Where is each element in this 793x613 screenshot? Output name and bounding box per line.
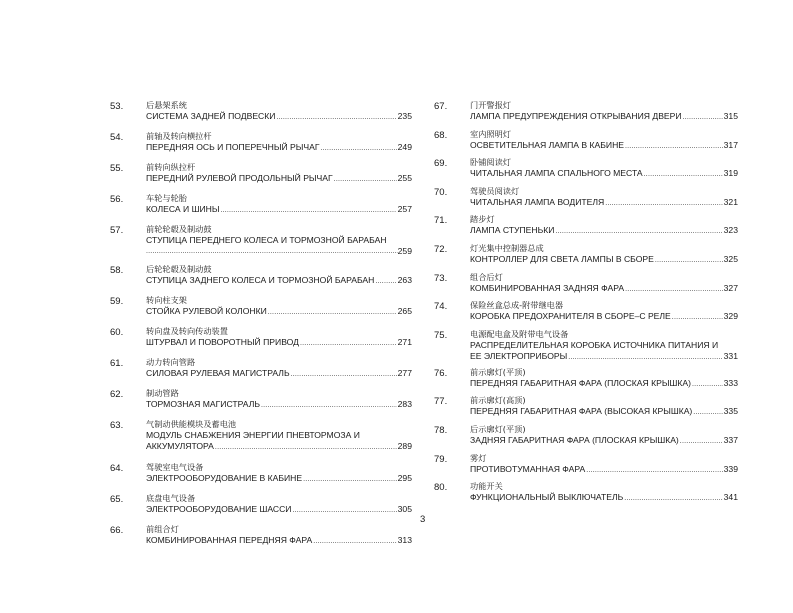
entry-title-ru: СИЛОВАЯ РУЛЕВАЯ МАГИСТРАЛЬ bbox=[146, 368, 290, 378]
toc-entry-76[interactable] bbox=[434, 367, 738, 396]
entry-title-zh: 后轮轮毂及制动鼓 bbox=[146, 264, 212, 274]
entry-page: 249 bbox=[397, 142, 412, 152]
entry-page: 333 bbox=[723, 377, 738, 388]
entry-page: 331 bbox=[723, 350, 738, 361]
entry-number: 61. bbox=[110, 358, 124, 369]
entry-page: 283 bbox=[397, 399, 412, 409]
entry-page: 265 bbox=[397, 306, 412, 316]
entry-title-ru: СТУПИЦА ПЕРЕДНЕГО КОЛЕСА И ТОРМОЗНОЙ БАРАБАН bbox=[146, 235, 387, 245]
toc-column-left bbox=[110, 100, 412, 555]
entry-title-zh: 驾驶员阅读灯 bbox=[470, 185, 520, 196]
leader-dots bbox=[625, 284, 723, 295]
entry-title-zh: 前示廓灯(高顶) bbox=[470, 395, 526, 406]
entry-title-ru-cont: ЕЕ ЭЛЕКТРОПРИБОРЫ bbox=[470, 350, 568, 361]
entry-title-ru: ЭЛЕКТРООБОРУДОВАНИЕ ШАССИ bbox=[146, 504, 292, 514]
entry-page: 263 bbox=[397, 275, 412, 285]
entry-page: 271 bbox=[397, 337, 412, 347]
entry-number: 68. bbox=[434, 129, 448, 141]
entry-page: 321 bbox=[723, 196, 738, 207]
entry-page: 295 bbox=[397, 473, 412, 483]
toc-entry-67[interactable] bbox=[434, 100, 738, 129]
entry-title-zh: 底盘电气设备 bbox=[146, 493, 196, 503]
toc-entry-80[interactable] bbox=[434, 481, 738, 510]
entry-title-ru: СТОЙКА РУЛЕВОЙ КОЛОНКИ bbox=[146, 306, 267, 316]
leader-dots bbox=[624, 493, 722, 504]
entry-title-ru: КОРОБКА ПРЕДОХРАНИТЕЛЯ В СБОРЕ–С РЕЛЕ bbox=[470, 311, 671, 322]
toc-entry-60[interactable] bbox=[110, 326, 412, 357]
toc-entry-73[interactable] bbox=[434, 272, 738, 301]
toc-entry-55[interactable] bbox=[110, 162, 412, 193]
entry-number: 58. bbox=[110, 265, 124, 276]
entry-number: 80. bbox=[434, 482, 448, 494]
entry-page: 259 bbox=[397, 246, 412, 256]
leader-dots bbox=[291, 369, 397, 380]
leader-dots bbox=[220, 205, 396, 216]
entry-page: 277 bbox=[397, 368, 412, 378]
entry-number: 65. bbox=[110, 494, 124, 505]
entry-title-ru: ФУНКЦИОНАЛЬНЫЙ ВЫКЛЮЧАТЕЛЬ bbox=[470, 492, 624, 503]
entry-number: 63. bbox=[110, 420, 124, 431]
entry-title-zh: 灯光集中控制器总成 bbox=[470, 242, 544, 253]
leader-dots bbox=[625, 141, 723, 152]
entry-title-zh: 前组合灯 bbox=[146, 524, 179, 534]
entry-page: 339 bbox=[723, 463, 738, 474]
toc-entry-70[interactable] bbox=[434, 186, 738, 215]
toc-entry-57[interactable] bbox=[110, 224, 412, 264]
entry-page: 255 bbox=[397, 173, 412, 183]
entry-title-ru: КОМБИНИРОВАННАЯ ЗАДНЯЯ ФАРА bbox=[470, 282, 625, 293]
toc-entry-77[interactable] bbox=[434, 395, 738, 424]
entry-title-zh: 雾灯 bbox=[470, 452, 487, 463]
entry-page: 235 bbox=[397, 111, 412, 121]
entry-title-ru: ПРОТИВОТУМАННАЯ ФАРА bbox=[470, 463, 586, 474]
leader-dots bbox=[568, 352, 722, 363]
toc-entry-75[interactable] bbox=[434, 329, 738, 367]
entry-number: 67. bbox=[434, 101, 448, 112]
toc-entry-68[interactable] bbox=[434, 129, 738, 158]
toc-entry-59[interactable] bbox=[110, 295, 412, 326]
toc-entry-65[interactable] bbox=[110, 493, 412, 524]
entry-title-zh: 前轮轮毂及制动鼓 bbox=[146, 224, 212, 234]
entry-title-zh: 功能开关 bbox=[470, 481, 503, 492]
leader-dots bbox=[276, 112, 396, 123]
entry-title-zh: 电源配电盒及附带电气设备 bbox=[470, 328, 569, 339]
entry-title-zh: 卧铺阅读灯 bbox=[470, 157, 511, 168]
page-number: 3 bbox=[420, 514, 426, 525]
entry-number: 53. bbox=[110, 101, 124, 112]
entry-title-ru: ЛАМПА ПРЕДУПРЕЖДЕНИЯ ОТКРЫВАНИЯ ДВЕРИ bbox=[470, 111, 682, 121]
entry-title-ru: КОМБИНИРОВАННАЯ ПЕРЕДНЯЯ ФАРА bbox=[146, 535, 313, 545]
entry-number: 72. bbox=[434, 243, 448, 255]
entry-title-ru: КОНТРОЛЛЕР ДЛЯ СВЕТА ЛАМПЫ В СБОРЕ bbox=[470, 253, 654, 264]
leader-dots bbox=[693, 407, 722, 418]
entry-page: 289 bbox=[397, 441, 412, 451]
entry-title-zh: 前轴及转向横拉杆 bbox=[146, 131, 212, 141]
toc-entry-71[interactable] bbox=[434, 214, 738, 243]
entry-title-zh: 后示廓灯(平顶) bbox=[470, 423, 526, 434]
entry-title-zh: 驾驶室电气设备 bbox=[146, 462, 204, 472]
leader-dots bbox=[692, 379, 723, 390]
entry-page: 313 bbox=[397, 535, 412, 545]
leader-dots bbox=[555, 226, 722, 237]
entry-page: 317 bbox=[723, 139, 738, 150]
entry-title-ru: ПЕРЕДНЯЯ ОСЬ И ПОПЕРЕЧНЫЙ РЫЧАГ bbox=[146, 142, 320, 152]
entry-page: 325 bbox=[723, 253, 738, 264]
entry-title-ru: ОСВЕТИТЕЛЬНАЯ ЛАМПА В КАБИНЕ bbox=[470, 139, 625, 150]
entry-title-zh: 车轮与轮胎 bbox=[146, 193, 187, 203]
entry-title-ru: ТОРМОЗНАЯ МАГИСТРАЛЬ bbox=[146, 399, 260, 409]
leader-dots bbox=[292, 505, 396, 516]
toc-entry-54[interactable] bbox=[110, 131, 412, 162]
toc-entry-79[interactable] bbox=[434, 453, 738, 482]
entry-title-ru: ЧИТАЛЬНАЯ ЛАМПА ВОДИТЕЛЯ bbox=[470, 196, 605, 207]
leader-dots bbox=[586, 465, 722, 476]
entry-number: 57. bbox=[110, 225, 124, 236]
leader-dots bbox=[605, 198, 722, 209]
toc-entry-72[interactable] bbox=[434, 243, 738, 272]
leader-dots bbox=[313, 536, 396, 547]
entry-title-ru: ЗАДНЯЯ ГАБАРИТНАЯ ФАРА (ПЛОСКАЯ КРЫШКА) bbox=[470, 434, 679, 445]
entry-title-ru: ЧИТАЛЬНАЯ ЛАМПА СПАЛЬНОГО МЕСТА bbox=[470, 168, 643, 179]
entry-page: 323 bbox=[723, 225, 738, 236]
entry-number: 69. bbox=[434, 158, 448, 170]
entry-title-ru: СТУПИЦА ЗАДНЕГО КОЛЕСА И ТОРМОЗНОЙ БАРАБАН bbox=[146, 275, 375, 285]
entry-number: 74. bbox=[434, 301, 448, 313]
entry-title-ru: ПЕРЕДНИЙ РУЛЕВОЙ ПРОДОЛЬНЫЙ РЫЧАГ bbox=[146, 173, 333, 183]
leader-dots bbox=[334, 174, 397, 185]
entry-title-ru: МОДУЛЬ СНАБЖЕНИЯ ЭНЕРГИИ ПНЕВТОРМОЗА И bbox=[146, 430, 360, 440]
entry-number: 79. bbox=[434, 453, 448, 465]
entry-title-zh: 制动管路 bbox=[146, 388, 179, 398]
entry-title-zh: 转向盘及转向传动装置 bbox=[146, 326, 228, 336]
toc-column-right bbox=[434, 100, 738, 510]
entry-title-zh: 组合后灯 bbox=[470, 271, 503, 282]
toc-entry-63[interactable] bbox=[110, 419, 412, 462]
entry-title-zh: 踏步灯 bbox=[470, 214, 495, 225]
toc-entry-53[interactable] bbox=[110, 100, 412, 131]
entry-page: 257 bbox=[397, 204, 412, 214]
entry-number: 71. bbox=[434, 215, 448, 227]
leader-dots bbox=[268, 307, 397, 318]
toc-entry-61[interactable] bbox=[110, 357, 412, 388]
entry-title-zh: 前转向纵拉杆 bbox=[146, 162, 196, 172]
leader-dots bbox=[644, 169, 723, 180]
leader-dots bbox=[300, 338, 397, 349]
leader-dots bbox=[680, 436, 723, 447]
entry-number: 62. bbox=[110, 389, 124, 400]
toc-entry-64[interactable] bbox=[110, 462, 412, 493]
entry-title-zh: 门开警报灯 bbox=[470, 100, 511, 110]
entry-number: 75. bbox=[434, 329, 448, 341]
entry-page: 327 bbox=[723, 282, 738, 293]
entry-title-ru: РАСПРЕДЕЛИТЕЛЬНАЯ КОРОБКА ИСТОЧНИКА ПИТАНИЯ И bbox=[470, 339, 719, 350]
entry-title-zh: 后悬架系统 bbox=[146, 100, 187, 110]
entry-title-zh: 转向柱支架 bbox=[146, 295, 187, 305]
entry-page: 341 bbox=[723, 492, 738, 503]
leader-dots bbox=[261, 400, 397, 411]
entry-number: 70. bbox=[434, 186, 448, 198]
leader-dots bbox=[655, 255, 723, 266]
entry-title-zh: 气制动供能模块及蓄电池 bbox=[146, 419, 237, 429]
leader-dots bbox=[375, 276, 396, 287]
entry-title-ru: ЭЛЕКТРООБОРУДОВАНИЕ В КАБИНЕ bbox=[146, 473, 303, 483]
entry-page: 337 bbox=[723, 434, 738, 445]
entry-title-ru: ЛАМПА СТУПЕНЬКИ bbox=[470, 225, 555, 236]
entry-number: 54. bbox=[110, 132, 124, 143]
entry-title-ru: СИСТЕМА ЗАДНЕЙ ПОДВЕСКИ bbox=[146, 111, 276, 121]
entry-page: 329 bbox=[723, 311, 738, 322]
entry-title-zh: 室内照明灯 bbox=[470, 128, 511, 139]
entry-page: 305 bbox=[397, 504, 412, 514]
toc-entry-58[interactable] bbox=[110, 264, 412, 295]
leader-dots bbox=[146, 246, 398, 257]
leader-dots bbox=[672, 312, 723, 323]
leader-dots bbox=[320, 143, 396, 154]
toc-entry-69[interactable] bbox=[434, 157, 738, 186]
entry-page: 315 bbox=[723, 111, 738, 121]
entry-title-zh: 动力转向管路 bbox=[146, 357, 196, 367]
entry-number: 64. bbox=[110, 463, 124, 474]
entry-title-ru-cont: АККУМУЛЯТОРА bbox=[146, 441, 214, 451]
entry-title-zh: 前示廓灯(平顶) bbox=[470, 366, 526, 377]
entry-title-ru: ШТУРВАЛ И ПОВОРОТНЫЙ ПРИВОД bbox=[146, 337, 299, 347]
entry-number: 76. bbox=[434, 367, 448, 379]
toc-entry-74[interactable] bbox=[434, 300, 738, 329]
entry-number: 55. bbox=[110, 163, 124, 174]
entry-number: 56. bbox=[110, 194, 124, 205]
entry-number: 60. bbox=[110, 327, 124, 338]
entry-title-ru: КОЛЕСА И ШИНЫ bbox=[146, 204, 220, 214]
toc-entry-62[interactable] bbox=[110, 388, 412, 419]
leader-dots bbox=[683, 112, 723, 123]
entry-page: 319 bbox=[723, 168, 738, 179]
entry-page: 335 bbox=[723, 406, 738, 417]
entry-number: 77. bbox=[434, 396, 448, 408]
leader-dots bbox=[215, 442, 397, 453]
toc-entry-66[interactable] bbox=[110, 524, 412, 555]
entry-title-ru: ПЕРЕДНЯЯ ГАБАРИТНАЯ ФАРА (ВЫСОКАЯ КРЫШКА) bbox=[470, 406, 693, 417]
entry-number: 73. bbox=[434, 272, 448, 284]
entry-number: 59. bbox=[110, 296, 124, 307]
entry-title-ru: ПЕРЕДНЯЯ ГАБАРИТНАЯ ФАРА (ПЛОСКАЯ КРЫШКА) bbox=[470, 377, 691, 388]
entry-number: 78. bbox=[434, 424, 448, 436]
toc-entry-56[interactable] bbox=[110, 193, 412, 224]
entry-title-zh: 保险丝盒总成-附带继电器 bbox=[470, 300, 564, 311]
leader-dots bbox=[303, 474, 397, 485]
toc-entry-78[interactable] bbox=[434, 424, 738, 453]
entry-number: 66. bbox=[110, 525, 124, 536]
